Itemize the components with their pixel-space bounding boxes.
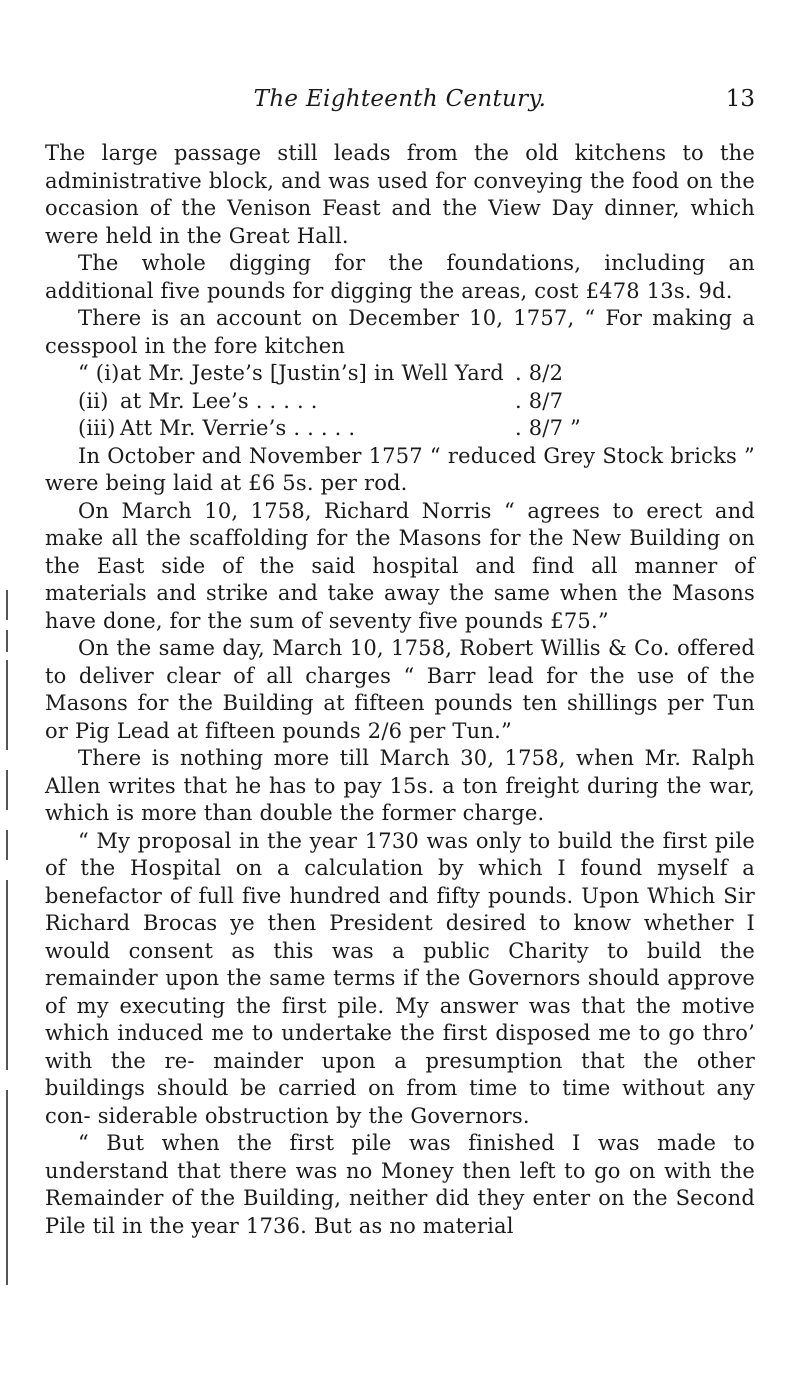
account-item-description: Att Mr. Verrie’s . . . . . [120, 416, 356, 440]
account-item-amount: . 8/7 [515, 388, 564, 413]
paragraph-7: There is nothing more till March 30, 1758, when Mr. Ralph Allen writes that he has to pay 15s. a ton freight during the war, which is more than double the former charge. [45, 746, 755, 825]
account-item-number: (ii) [78, 388, 109, 413]
page-number: 13 [725, 86, 755, 112]
account-item-number: “ (i) [78, 361, 120, 385]
binding-mark [6, 630, 8, 652]
account-item [45, 415, 755, 443]
binding-mark [6, 660, 8, 750]
account-items [45, 360, 755, 443]
running-head [45, 86, 755, 116]
account-item-number: (iii) [78, 416, 116, 440]
paragraph-6: On the same day, March 10, 1758, Robert Willis & Co. offered to deliver clear of all charges “ Barr lead for the use of the Masons for the Building at fifteen pounds ten shillings per Tun or Pig Lead at fifteen pounds 2/6 per Tun.” [45, 636, 755, 743]
binding-mark [6, 1090, 8, 1285]
binding-mark [6, 830, 8, 860]
binding-edge-marks [0, 590, 14, 1290]
account-item-description: at Mr. Jeste’s [Justin’s] in Well Yard [120, 361, 504, 385]
paragraph-4: In October and November 1757 “ reduced Grey Stock bricks ” were being laid at £6 5s. per rod. [45, 443, 755, 495]
account-item-amount: . 8/7 ” [515, 416, 581, 440]
account-item-description: at Mr. Lee’s . . . . . [120, 388, 318, 413]
paragraph-3: There is an account on December 10, 1757, “ For making a cesspool in the fore kitchen [45, 306, 755, 358]
paragraph-8: “ My proposal in the year 1730 was only to build the first pile of the Hospital on a calculation by which I found myself a benefactor of full five hundred and fifty pounds. Upon Which Sir Richard Brocas ye then President desired to know whether I would consent as this was a public Charity to build the remainder upon the same terms if the Governors should approve of my executing the first pile. My answer was that the motive which induced me to undertake the first disposed me to go thro’ with the re- mainder upon a presumption that the other buildings should be carried on from time to time without any con- siderable obstruction by the Governors. [45, 828, 755, 1128]
binding-mark [6, 590, 8, 620]
binding-mark [6, 880, 8, 1070]
binding-mark [6, 770, 8, 810]
account-item [45, 360, 755, 388]
paragraph-5: On March 10, 1758, Richard Norris “ agrees to erect and make all the scaffolding for the Masons for the New Building on the East side of the said hospital and find all manner of materials and strike and take away the same when the Masons have done, for the sum of seventy five pounds £75.” [45, 498, 755, 633]
account-item-amount: . 8/2 [515, 361, 564, 385]
paragraph-9: “ But when the first pile was finished I was made to understand that there was no Money then left to go on with the Remainder of the Building, neither did they enter on the Second Pile til in the year 1736. But as no material [45, 1131, 755, 1238]
running-title: The Eighteenth Century. [253, 86, 547, 112]
paragraph-1: The large passage still leads from the old kitchens to the administrative block, and was used for conveying the food on the occasion of the Venison Feast and the View Day dinner, which were held in the Great Hall. [45, 141, 755, 248]
account-item [45, 388, 755, 416]
body-text [45, 140, 755, 1240]
paragraph-2: The whole digging for the foundations, including an additional five pounds for digging the areas, cost £478 13s. 9d. [45, 251, 755, 303]
